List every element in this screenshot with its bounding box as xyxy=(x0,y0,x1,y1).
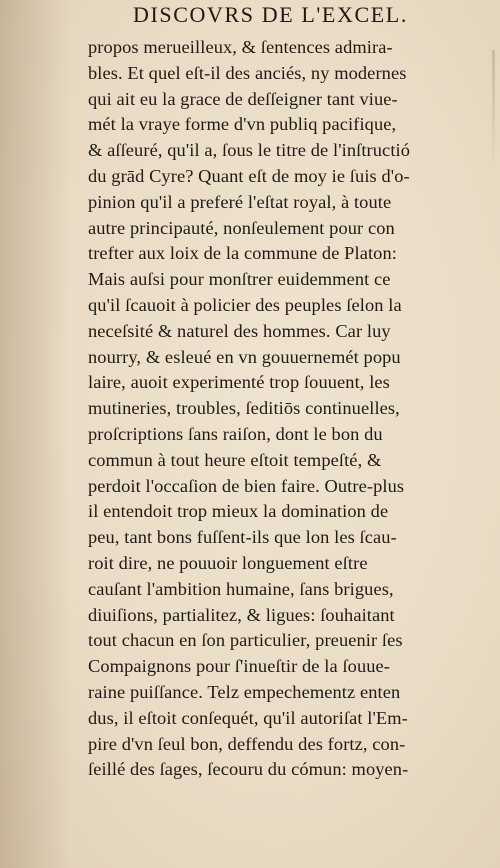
text-line: qui ait eu la grace de deſſeigner tant viue- xyxy=(88,88,398,109)
text-line: ſeillé des ſages, ſecouru du cómun: moyen- xyxy=(88,759,409,780)
text-line: propos merueilleux, & ſentences admira- xyxy=(88,37,393,57)
text-line: roit dire, ne pouuoir longuement eſtre xyxy=(88,552,368,573)
text-line: raine puiſſance. Telz empechementz enten xyxy=(88,681,401,702)
text-line: pinion qu'il a preferé l'eſtat royal, à toute xyxy=(88,191,392,212)
text-line: diuiſions, partialitez, & ligues: ſouhaitant xyxy=(88,604,395,625)
running-head: DISCOVRS DE L'EXCEL. xyxy=(133,2,408,27)
text-line: du grād Cyre? Quant eſt de moy ie ſuis d'o- xyxy=(88,165,410,186)
page-edge-mark xyxy=(492,50,495,170)
text-line: neceſsité & naturel des hommes. Car luy xyxy=(88,320,391,341)
text-line: il entendoit trop mieux la domination de xyxy=(88,501,389,522)
text-line: trefter aux loix de la commune de Platon: xyxy=(88,243,397,264)
text-line: commun à tout heure eſtoit tempeſté, & xyxy=(88,449,382,470)
body-text xyxy=(88,35,483,783)
text-line: dus, il eſtoit conſequét, qu'il autoriſat l'Em- xyxy=(88,707,408,728)
text-line: pire d'vn ſeul bon, deffendu des fortz, con- xyxy=(88,733,406,754)
text-line: & aſſeuré, qu'il a, ſous le titre de l'inſtructió xyxy=(88,140,411,161)
text-line: proſcriptions ſans raiſon, dont le bon du xyxy=(88,423,383,444)
text-line: cauſant l'ambition humaine, ſans brigues, xyxy=(88,578,394,599)
text-line: bles. Et quel eſt-il des anciés, ny modernes xyxy=(88,62,407,83)
text-line: Compaignons pour ſ'inueſtir de la ſouue- xyxy=(88,656,391,677)
text-line: peu, tant bons fuſſent-ils que lon les ſcau- xyxy=(88,527,397,548)
text-line: mutineries, troubles, ſeditiōs continuelles, xyxy=(88,398,400,419)
text-line: tout chacun en ſon particulier, preuenir ſes xyxy=(88,630,403,651)
text-line: qu'il ſcauoit à policier des peuples ſelon la xyxy=(88,294,402,315)
text-line: Mais auſsi pour monſtrer euidemment ce xyxy=(88,269,391,290)
text-line: laire, auoit experimenté trop ſouuent, les xyxy=(88,372,390,393)
text-line: nourry, & esleué en vn gouuernemét popu xyxy=(88,346,401,367)
text-line: autre principauté, nonſeulement pour con xyxy=(88,217,395,238)
text-line: perdoit l'occaſion de bien faire. Outre-plus xyxy=(88,475,405,496)
text-line: mét la vraye forme d'vn publiq pacifique, xyxy=(88,114,397,135)
gutter-shadow xyxy=(0,0,70,868)
